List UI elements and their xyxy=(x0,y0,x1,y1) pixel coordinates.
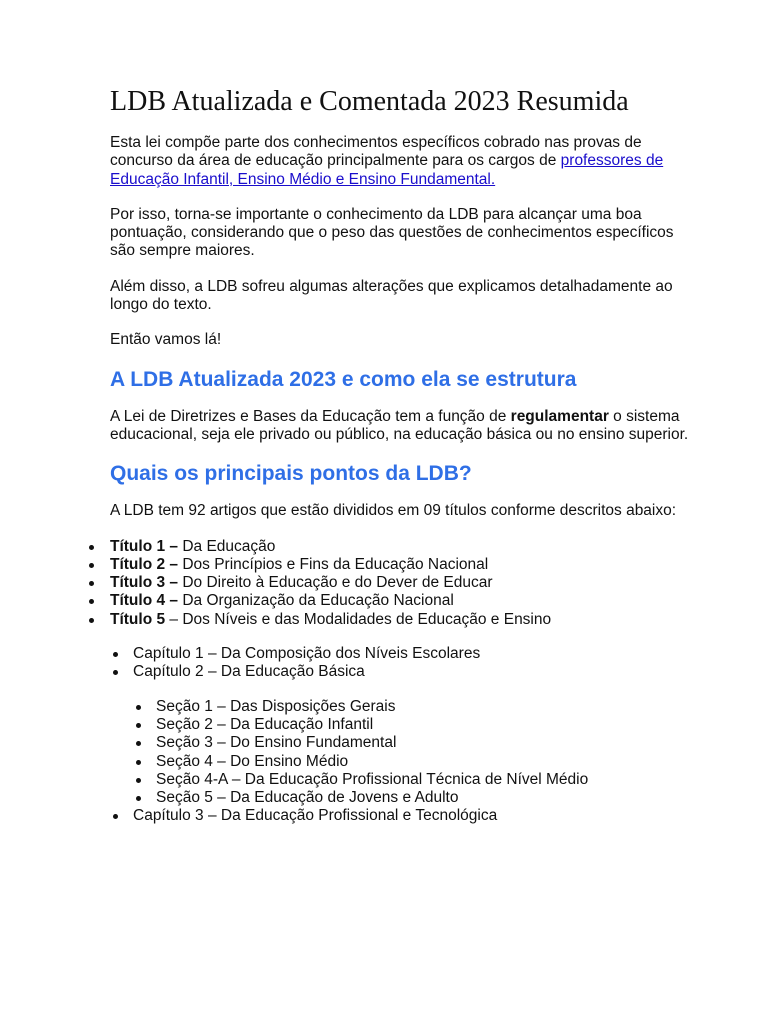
section-item: Seção 4-A – Da Educação Profissional Técnica de Nível Médio xyxy=(156,771,700,789)
bold-regulamentar: regulamentar xyxy=(510,407,609,425)
list-item xyxy=(110,556,700,574)
careers-link[interactable]: professores de Educação Infantil, Ensino Médio e Ensino Fundamental. xyxy=(110,152,664,188)
document-content xyxy=(110,86,700,842)
title-text: Da Educação xyxy=(178,537,276,555)
section-item: Seção 2 – Da Educação Infantil xyxy=(156,716,700,734)
list-item xyxy=(110,611,700,826)
title-text: Dos Princípios e Fins da Educação Nacional xyxy=(178,555,489,573)
paragraph-changes: Além disso, a LDB sofreu algumas alterações que explicamos detalhadamente ao longo do texto. xyxy=(110,277,673,314)
section-heading-main-points: Quais os principais pontos da LDB? xyxy=(110,462,472,486)
chapter-text: Capítulo 2 – Da Educação Básica xyxy=(133,663,365,681)
section-item: Seção 5 – Da Educação de Jovens e Adulto xyxy=(156,789,700,807)
paragraph-lets-go: Então vamos lá! xyxy=(110,331,222,349)
ldb-function-text-end: o sistema educacional, seja ele privado ou público, na educação básica ou no ensino superior. xyxy=(110,407,689,443)
paragraph-importance: Por isso, torna-se importante o conhecimento da LDB para alcançar uma boa pontuação, considerando que o peso das questões de conhecimentos específicos são sempre maiores. xyxy=(110,205,674,260)
chapter-item: Capítulo 3 – Da Educação Profissional e Tecnológica xyxy=(133,807,700,825)
chapters-list xyxy=(133,645,700,826)
section-heading-structure: A LDB Atualizada 2023 e como ela se estrutura xyxy=(110,367,577,391)
title-label: Título 3 – xyxy=(110,574,179,592)
list-item xyxy=(110,592,700,610)
title-label: Título 5 xyxy=(110,610,166,628)
section-item: Seção 1 – Das Disposições Gerais xyxy=(156,698,700,716)
list-item xyxy=(110,538,700,556)
paragraph-articles: A LDB tem 92 artigos que estão divididos em 09 títulos conforme descritos abaixo: xyxy=(110,502,677,520)
paragraph-ldb-function xyxy=(110,408,700,445)
sections-list xyxy=(156,698,700,808)
section-item: Seção 4 – Do Ensino Médio xyxy=(156,753,700,771)
title-text: – Dos Níveis e das Modalidades de Educação e Ensino xyxy=(165,610,552,628)
title-label: Título 4 – xyxy=(110,592,179,610)
intro-paragraph xyxy=(110,134,700,189)
title-label: Título 1 – xyxy=(110,537,179,555)
section-item: Seção 3 – Do Ensino Fundamental xyxy=(156,734,700,752)
titles-list xyxy=(110,538,700,826)
page-title: LDB Atualizada e Comentada 2023 Resumida xyxy=(110,86,629,117)
title-text: Da Organização da Educação Nacional xyxy=(178,592,454,610)
title-label: Título 2 – xyxy=(110,555,179,573)
chapter-item: Capítulo 1 – Da Composição dos Níveis Escolares xyxy=(133,645,700,663)
list-item xyxy=(110,574,700,592)
intro-text: Esta lei compõe parte dos conhecimentos específicos cobrado nas provas de concurso da área de educação principalmente para os cargos de xyxy=(110,134,642,170)
ldb-function-text: A Lei de Diretrizes e Bases da Educação tem a função de xyxy=(110,407,511,425)
title-text: Do Direito à Educação e do Dever de Educar xyxy=(178,574,493,592)
chapter-item xyxy=(133,663,700,807)
